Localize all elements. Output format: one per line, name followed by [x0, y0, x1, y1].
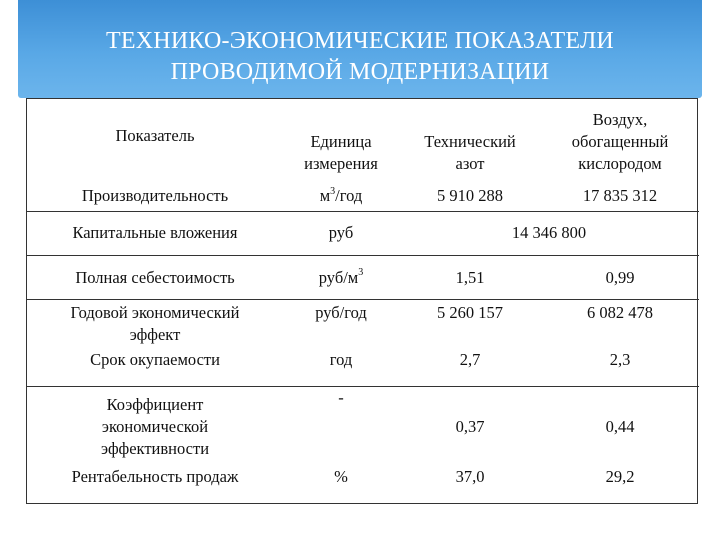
header-nitrogen-line-1: Технический: [424, 132, 516, 152]
effect-label: [27, 300, 283, 349]
table-row: [27, 256, 699, 300]
capital-label: Капитальные вложения: [27, 211, 283, 255]
cost-unit-base: руб/м: [318, 267, 359, 287]
coefficient-nitrogen: 0,37: [455, 416, 485, 436]
header-unit: [283, 99, 399, 185]
table-row: [27, 211, 699, 255]
header-indicator: Показатель: [115, 126, 195, 145]
productivity-nitrogen: 5 910 288: [399, 185, 541, 211]
productivity-unit-tail: /год: [335, 186, 363, 206]
productivity-unit-base: м: [319, 186, 331, 206]
profitability-label: Рентабельность продаж: [71, 467, 239, 487]
title-banner: [18, 0, 702, 98]
coefficient-unit: -: [338, 387, 344, 407]
productivity-air: 17 835 312: [541, 185, 699, 211]
table-row: [27, 300, 699, 349]
payback-air: 2,3: [541, 349, 699, 387]
payback-label: Срок окупаемости: [27, 349, 283, 387]
title-line-1: ТЕХНИКО-ЭКОНОМИЧЕСКИЕ ПОКАЗАТЕЛИ: [106, 28, 614, 54]
coefficient-label: [27, 386, 283, 466]
header-air-line-3: кислородом: [578, 154, 662, 174]
header-unit-line-1: Единица: [310, 132, 372, 152]
effect-label-line-1: Годовой экономический: [70, 303, 240, 323]
productivity-unit-sup: 3: [330, 185, 336, 197]
header-nitrogen: [399, 99, 541, 185]
table-row: [27, 386, 699, 466]
effect-nitrogen: 5 260 157: [437, 303, 503, 323]
cost-nitrogen: 1,51: [399, 256, 541, 300]
coefficient-air: 0,44: [605, 416, 635, 436]
capital-unit: руб: [283, 211, 399, 255]
cost-unit-sup: 3: [358, 267, 364, 279]
coefficient-label-line-3: эффективности: [100, 438, 210, 458]
header-nitrogen-line-2: азот: [455, 154, 485, 174]
header-unit-line-2: измерения: [304, 154, 378, 174]
productivity-unit: [283, 185, 399, 211]
effect-air: 6 082 478: [587, 303, 653, 323]
profitability-nitrogen: 37,0: [455, 467, 485, 487]
cost-unit: [283, 256, 399, 300]
productivity-label: Производительность: [27, 185, 283, 211]
coefficient-label-line-1: Коэффициент: [106, 394, 204, 414]
table-row: [27, 466, 699, 503]
effect-unit: руб/год: [315, 303, 367, 323]
header-air-line-1: Воздух,: [592, 110, 648, 130]
slide-title: [18, 26, 702, 88]
header-air-line-2: обогащенный: [571, 132, 669, 152]
profitability-air: 29,2: [605, 467, 635, 487]
capital-value: 14 346 800: [399, 211, 699, 255]
payback-unit: год: [283, 349, 399, 387]
title-line-2: ПРОВОДИМОЙ МОДЕРНИЗАЦИИ: [170, 59, 550, 85]
effect-label-line-2: эффект: [129, 325, 181, 345]
cost-air: 0,99: [541, 256, 699, 300]
header-air: [541, 99, 699, 185]
payback-nitrogen: 2,7: [399, 349, 541, 387]
table-row: [27, 349, 699, 387]
indicators-table: [26, 98, 698, 504]
table-header-row: [27, 99, 699, 185]
table-row: [27, 185, 699, 211]
coefficient-label-line-2: экономической: [101, 416, 209, 436]
profitability-unit: %: [334, 467, 348, 487]
cost-label: Полная себестоимость: [27, 256, 283, 300]
